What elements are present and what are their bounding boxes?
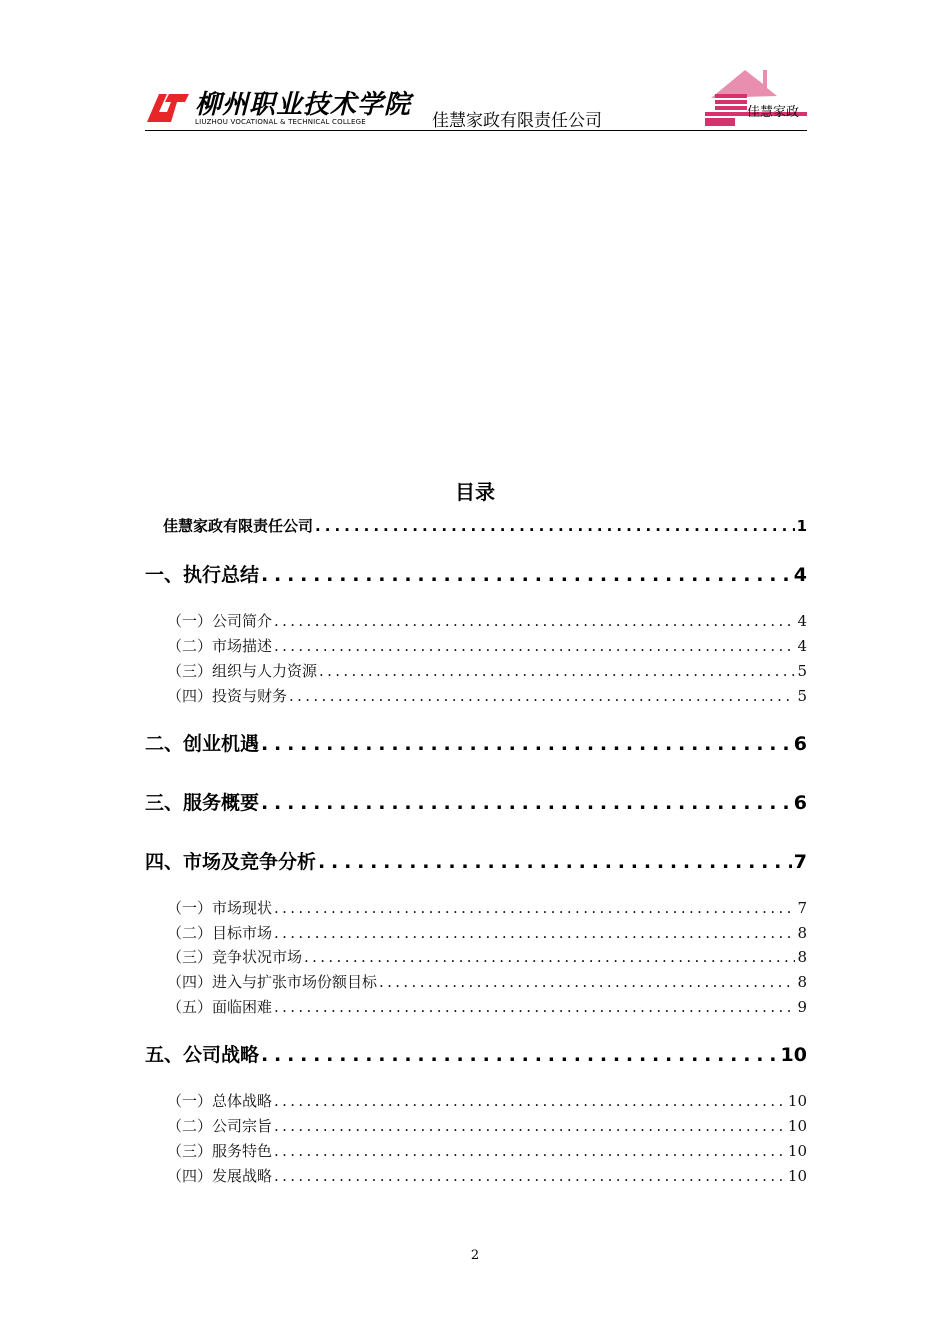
toc-entry[interactable]: （二）公司宗旨 . . . 10 xyxy=(167,1115,807,1136)
toc-entry[interactable]: 三、服务概要 . . . 6 xyxy=(145,788,807,815)
toc-title: 目录 xyxy=(455,480,495,504)
page-header xyxy=(145,78,807,131)
college-english-name: LIUZHOU VOCATIONAL & TECHNICAL COLLEGE xyxy=(195,118,366,126)
toc-entry[interactable]: （三）竞争状况市场 . . . 8 xyxy=(167,946,807,967)
header-company-name: 佳慧家政有限责任公司 xyxy=(432,111,602,131)
college-name: 柳州职业技术学院 xyxy=(195,90,412,120)
toc-entry[interactable]: 佳慧家政有限责任公司 . . . 1 xyxy=(163,515,807,536)
toc-entry[interactable]: （二）目标市场 . . . 8 xyxy=(167,922,807,943)
toc-entry[interactable]: （一）总体战略 . . . 10 xyxy=(167,1090,807,1111)
toc-entry[interactable]: （三）组织与人力资源 . . . 5 xyxy=(167,660,807,681)
toc-entry[interactable]: （四）进入与扩张市场份额目标 . . . 8 xyxy=(167,971,807,992)
toc-entry[interactable]: （三）服务特色 . . . 10 xyxy=(167,1140,807,1161)
toc-entry[interactable]: 一、执行总结 . . . 4 xyxy=(145,560,807,587)
toc-entry[interactable]: 二、创业机遇 . . . 6 xyxy=(145,729,807,756)
toc-entry[interactable]: （四）投资与财务 . . . 5 xyxy=(167,685,807,706)
toc-entry[interactable]: （二）市场描述 . . . 4 xyxy=(167,635,807,656)
company-logo-text: 佳慧家政 xyxy=(747,105,800,120)
company-logo xyxy=(705,68,807,128)
toc-entry[interactable]: （一）公司简介 . . . 4 xyxy=(167,610,807,631)
toc-entry[interactable]: 四、市场及竞争分析 . . . 7 xyxy=(145,847,807,874)
toc-entry[interactable]: （一）市场现状 . . . 7 xyxy=(167,897,807,918)
toc-entry[interactable]: 五、公司战略 . . . 10 xyxy=(145,1040,807,1067)
toc-entry[interactable]: （四）发展战略 . . . 10 xyxy=(167,1165,807,1186)
college-logo xyxy=(145,84,412,130)
toc-entry[interactable]: （五）面临困难 . . . 9 xyxy=(167,996,807,1017)
college-emblem-icon xyxy=(145,92,189,124)
page-number: 2 xyxy=(470,1248,480,1263)
